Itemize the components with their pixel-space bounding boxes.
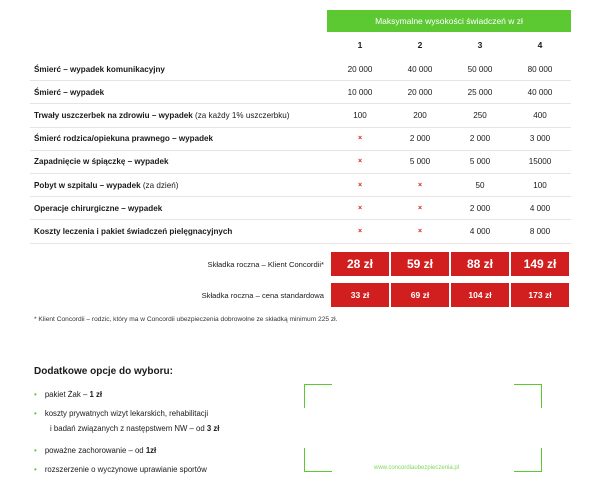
plan-column-1: 1 bbox=[357, 40, 363, 50]
table-row bbox=[30, 104, 571, 127]
option-item: • rozszerzenie o wyczynowe uprawianie sportów bbox=[34, 465, 207, 474]
benefits-header-title: Maksymalne wysokości świadczeń w zł bbox=[375, 16, 523, 26]
row-label: Śmierć – wypadek komunikacyjny bbox=[34, 64, 165, 74]
frame-corner bbox=[304, 384, 332, 408]
table-row bbox=[30, 174, 571, 197]
cell-value: 50 000 bbox=[467, 64, 493, 74]
option-item: • koszty prywatnych wizyt lekarskich, rehabilitacji bbox=[34, 409, 209, 418]
cell-value: 2 000 bbox=[469, 203, 491, 213]
table-row bbox=[30, 81, 571, 104]
cell-value: 15000 bbox=[528, 157, 552, 167]
cell-value: 20 000 bbox=[347, 64, 373, 74]
row-label: Koszty leczenia i pakiet świadczeń pielęgnacyjnych bbox=[34, 226, 233, 236]
premium-price-plan-1: 33 zł bbox=[331, 283, 389, 307]
premium-price-plan-1: 28 zł bbox=[331, 252, 389, 276]
row-label: Śmierć rodzica/opiekuna prawnego – wypadek bbox=[34, 134, 214, 144]
bullet-icon: • bbox=[34, 390, 37, 399]
table-row bbox=[30, 220, 571, 243]
not-available-mark: × bbox=[357, 158, 363, 166]
benefits-table bbox=[30, 58, 571, 244]
cell-value: 5 000 bbox=[469, 157, 491, 167]
not-available-mark: × bbox=[357, 227, 363, 235]
table-row bbox=[30, 197, 571, 220]
cell-value: 250 bbox=[473, 110, 487, 120]
not-available-mark: × bbox=[417, 227, 423, 235]
plan-column-headers bbox=[330, 40, 570, 52]
cell-value: 20 000 bbox=[407, 87, 433, 97]
website-link[interactable]: www.concordiaubezpieczenia.pl bbox=[374, 465, 460, 471]
cell-value: 25 000 bbox=[467, 87, 493, 97]
table-row bbox=[30, 58, 571, 81]
cell-value: 80 000 bbox=[527, 64, 553, 74]
cell-value: 100 bbox=[533, 180, 547, 190]
table-row bbox=[30, 151, 571, 174]
bullet-icon: • bbox=[34, 446, 37, 455]
bullet-icon: • bbox=[34, 409, 37, 418]
premium-row-client bbox=[30, 252, 571, 276]
not-available-mark: × bbox=[357, 181, 363, 189]
cell-value: 2 000 bbox=[409, 134, 431, 144]
premium-label: Składka roczna – cena standardowa bbox=[201, 290, 324, 300]
cell-value: 8 000 bbox=[529, 226, 551, 236]
bullet-icon: • bbox=[34, 465, 37, 474]
frame-corner bbox=[514, 448, 542, 472]
premium-price-plan-4: 149 zł bbox=[511, 252, 569, 276]
cell-value: 40 000 bbox=[527, 87, 553, 97]
row-label: Trwały uszczerbek na zdrowiu – wypadek (za każdy 1% uszczerbku) bbox=[34, 110, 290, 120]
not-available-mark: × bbox=[417, 204, 423, 212]
corner-frame bbox=[304, 384, 542, 472]
not-available-mark: × bbox=[417, 181, 423, 189]
premium-label: Składka roczna – Klient Concordii* bbox=[207, 259, 324, 269]
premium-price-plan-3: 88 zł bbox=[451, 252, 509, 276]
row-label: Zapadnięcie w śpiączkę – wypadek bbox=[34, 157, 169, 167]
premium-price-plan-2: 59 zł bbox=[391, 252, 449, 276]
footnote: * Klient Concordii – rodzic, który ma w Concordii ubezpieczenia dobrowolne ze składką minimum 225 zł. bbox=[34, 316, 338, 323]
not-available-mark: × bbox=[357, 135, 363, 143]
cell-value: 4 000 bbox=[529, 203, 551, 213]
premium-row-standard bbox=[30, 283, 571, 307]
cell-value: 100 bbox=[353, 110, 367, 120]
row-label: Pobyt w szpitalu – wypadek (za dzień) bbox=[34, 180, 179, 190]
cell-value: 50 bbox=[475, 180, 485, 190]
plan-column-3: 3 bbox=[477, 40, 483, 50]
row-label: Śmierć – wypadek bbox=[34, 87, 105, 97]
plan-column-2: 2 bbox=[417, 40, 423, 50]
premium-price-plan-3: 104 zł bbox=[451, 283, 509, 307]
cell-value: 400 bbox=[533, 110, 547, 120]
cell-value: 5 000 bbox=[409, 157, 431, 167]
table-row bbox=[30, 128, 571, 151]
not-available-mark: × bbox=[357, 204, 363, 212]
row-label: Operacje chirurgiczne – wypadek bbox=[34, 203, 163, 213]
frame-corner bbox=[514, 384, 542, 408]
premium-price-plan-2: 69 zł bbox=[391, 283, 449, 307]
cell-value: 40 000 bbox=[407, 64, 433, 74]
option-item: • pakiet Żak – 1 zł bbox=[34, 390, 103, 399]
cell-value: 200 bbox=[413, 110, 427, 120]
cell-value: 4 000 bbox=[469, 226, 491, 236]
cell-value: 10 000 bbox=[347, 87, 373, 97]
cell-value: 3 000 bbox=[529, 134, 551, 144]
benefits-header bbox=[327, 10, 571, 32]
option-item-continuation: i badań związanych z następstwem NW – od 3 zł bbox=[50, 424, 220, 433]
option-item: • poważne zachorowanie – od 1zł bbox=[34, 446, 157, 455]
frame-corner bbox=[304, 448, 332, 472]
premium-price-plan-4: 173 zł bbox=[511, 283, 569, 307]
options-title: Dodatkowe opcje do wyboru: bbox=[34, 366, 173, 377]
cell-value: 2 000 bbox=[469, 134, 491, 144]
plan-column-4: 4 bbox=[537, 40, 543, 50]
